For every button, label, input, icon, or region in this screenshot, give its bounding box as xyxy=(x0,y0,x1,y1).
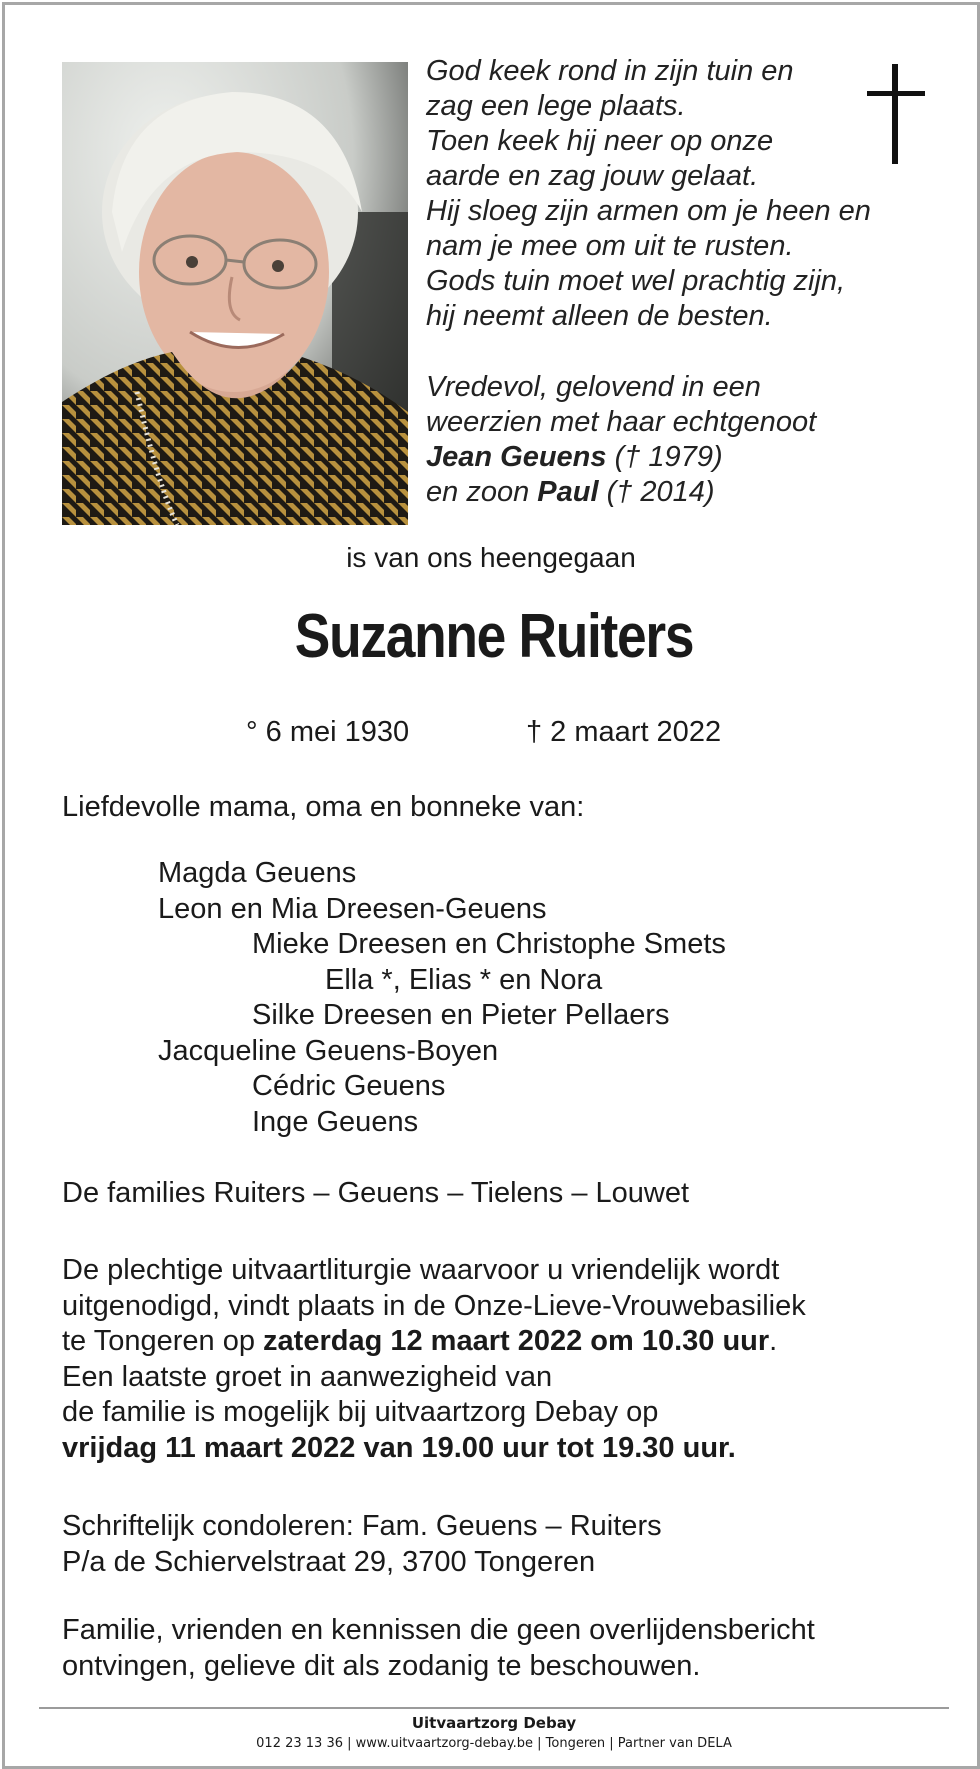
birth-date: ° 6 mei 1930 xyxy=(246,716,410,748)
poem-line: Toen keek hij neer op onze xyxy=(426,125,774,157)
deceased-name: Suzanne Ruiters xyxy=(294,602,694,671)
poem-line: hij neemt alleen de besten. xyxy=(426,300,773,332)
cross-icon xyxy=(867,64,925,164)
family-list xyxy=(62,856,726,1140)
family-member: Ella *, Elias * en Nora xyxy=(325,963,603,996)
poem xyxy=(426,54,926,510)
footer-divider xyxy=(39,1707,949,1709)
spouse-name: Jean Geuens xyxy=(426,441,607,473)
funeral-info xyxy=(62,1253,806,1466)
portrait-drawing xyxy=(62,62,408,525)
spouse-date: († 1979) xyxy=(606,441,723,473)
family-member: Jacqueline Geuens-Boyen xyxy=(158,1034,499,1067)
notice xyxy=(62,1613,815,1684)
condolences-line: Schriftelijk condoleren: Fam. Geuens – Ruiters xyxy=(62,1510,662,1542)
footer-details: 012 23 13 36 | www.uitvaartzorg-debay.be | Tongeren | Partner van DELA xyxy=(256,1736,732,1751)
son-name: Paul xyxy=(537,476,599,508)
poem-line: aarde en zag jouw gelaat. xyxy=(426,160,759,192)
death-notice-card xyxy=(2,2,980,1769)
son-prefix: en zoon xyxy=(426,476,538,508)
condolences-address: P/a de Schiervelstraat 29, 3700 Tongeren xyxy=(62,1545,596,1578)
notice-line: ontvingen, gelieve dit als zodanig te beschouwen. xyxy=(62,1649,701,1682)
dedication-line: Vredevol, gelovend in een xyxy=(426,371,761,403)
funeral-line: de familie is mogelijk bij uitvaartzorg Debay op xyxy=(62,1396,659,1428)
family-member: Silke Dreesen en Pieter Pellaers xyxy=(252,999,670,1031)
dedication-spouse xyxy=(426,440,926,475)
notice-line: Familie, vrienden en kennissen die geen overlijdensbericht xyxy=(62,1614,815,1646)
family-member: Magda Geuens xyxy=(158,857,357,889)
funeral-prefix: te Tongeren op xyxy=(62,1325,264,1357)
family-member: Leon en Mia Dreesen-Geuens xyxy=(158,892,547,925)
portrait-photo xyxy=(62,62,408,525)
family-member: Mieke Dreesen en Christophe Smets xyxy=(252,928,726,960)
funeral-date: zaterdag 12 maart 2022 om 10.30 uur xyxy=(263,1325,770,1357)
intro-text: is van ons heengegaan xyxy=(346,542,636,573)
death-date: † 2 maart 2022 xyxy=(526,716,722,748)
funeral-line-date xyxy=(62,1324,806,1360)
family-member: Inge Geuens xyxy=(252,1105,419,1138)
funeral-line: uitgenodigd, vindt plaats in de Onze-Lieve-Vrouwebasiliek xyxy=(62,1289,806,1322)
poem-line: Hij sloeg zijn armen om je heen en xyxy=(426,195,871,227)
dedication-line: weerzien met haar echtgenoot xyxy=(426,406,817,438)
family-member: Cédric Geuens xyxy=(252,1070,446,1102)
poem-line: God keek rond in zijn tuin en xyxy=(426,55,794,87)
funeral-line: De plechtige uitvaartliturgie waarvoor u vriendelijk wordt xyxy=(62,1254,780,1286)
poem-line: nam je mee om uit te rusten. xyxy=(426,230,794,262)
poem-line: Gods tuin moet wel prachtig zijn, xyxy=(426,265,846,297)
footer-title: Uitvaartzorg Debay xyxy=(411,1714,577,1732)
funeral-suffix: . xyxy=(769,1325,778,1357)
funeral-line: Een laatste groet in aanwezigheid van xyxy=(62,1360,553,1393)
visitation-date: vrijdag 11 maart 2022 van 19.00 uur tot 19.30 uur. xyxy=(62,1431,736,1464)
poem-line: zag een lege plaats. xyxy=(426,90,686,122)
condolences xyxy=(62,1509,662,1580)
families-line: De families Ruiters – Geuens – Tielens – Louwet xyxy=(62,1177,690,1209)
son-date: († 2014) xyxy=(598,476,715,508)
family-intro: Liefdevolle mama, oma en bonneke van: xyxy=(62,791,585,823)
dedication-son xyxy=(426,475,926,510)
